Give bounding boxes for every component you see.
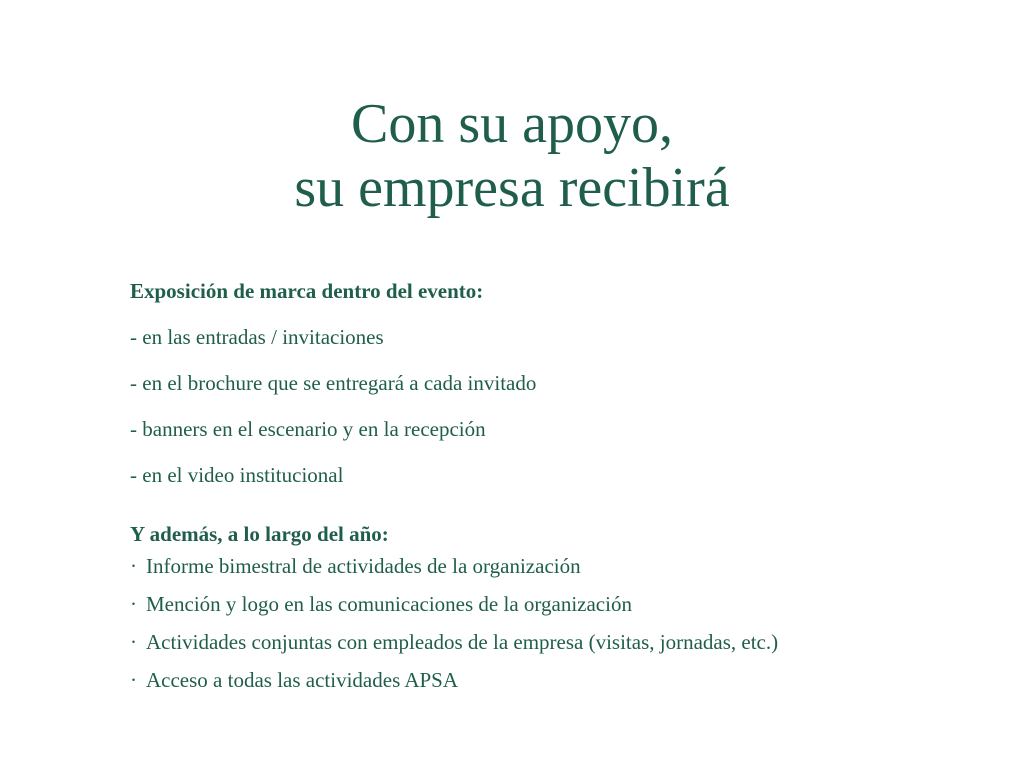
list-item	[130, 551, 990, 581]
yearly-benefits-list	[130, 551, 990, 695]
list-item	[130, 589, 990, 619]
list-item-text: Acceso a todas las actividades APSA	[146, 668, 459, 692]
bullet-dot: ·	[130, 592, 137, 616]
list-item-text: Actividades conjuntas con empleados de la empresa (visitas, jornadas, etc.)	[146, 630, 779, 654]
title-line-2: su empresa recibirá	[294, 157, 730, 219]
brand-exposure-list	[130, 322, 990, 490]
list-item: - en el video institucional	[130, 463, 344, 487]
slide-title	[0, 92, 1024, 220]
brand-exposure-section	[130, 276, 990, 490]
list-item: - banners en el escenario y en la recepción	[130, 417, 486, 441]
list-item-text: Mención y logo en las comunicaciones de la organización	[146, 592, 632, 616]
bullet-dot: ·	[130, 668, 137, 692]
brand-exposure-heading: Exposición de marca dentro del evento:	[130, 279, 484, 303]
list-item-text: Informe bimestral de actividades de la organización	[146, 554, 581, 578]
yearly-benefits-section	[130, 519, 990, 695]
list-item	[130, 665, 990, 695]
bullet-dot: ·	[130, 630, 137, 654]
list-item: - en el brochure que se entregará a cada invitado	[130, 371, 537, 395]
bullet-dot: ·	[130, 554, 137, 578]
yearly-benefits-heading: Y además, a lo largo del año:	[130, 522, 389, 546]
title-line-1: Con su apoyo,	[351, 93, 673, 155]
list-item	[130, 627, 990, 657]
list-item: - en las entradas / invitaciones	[130, 325, 384, 349]
